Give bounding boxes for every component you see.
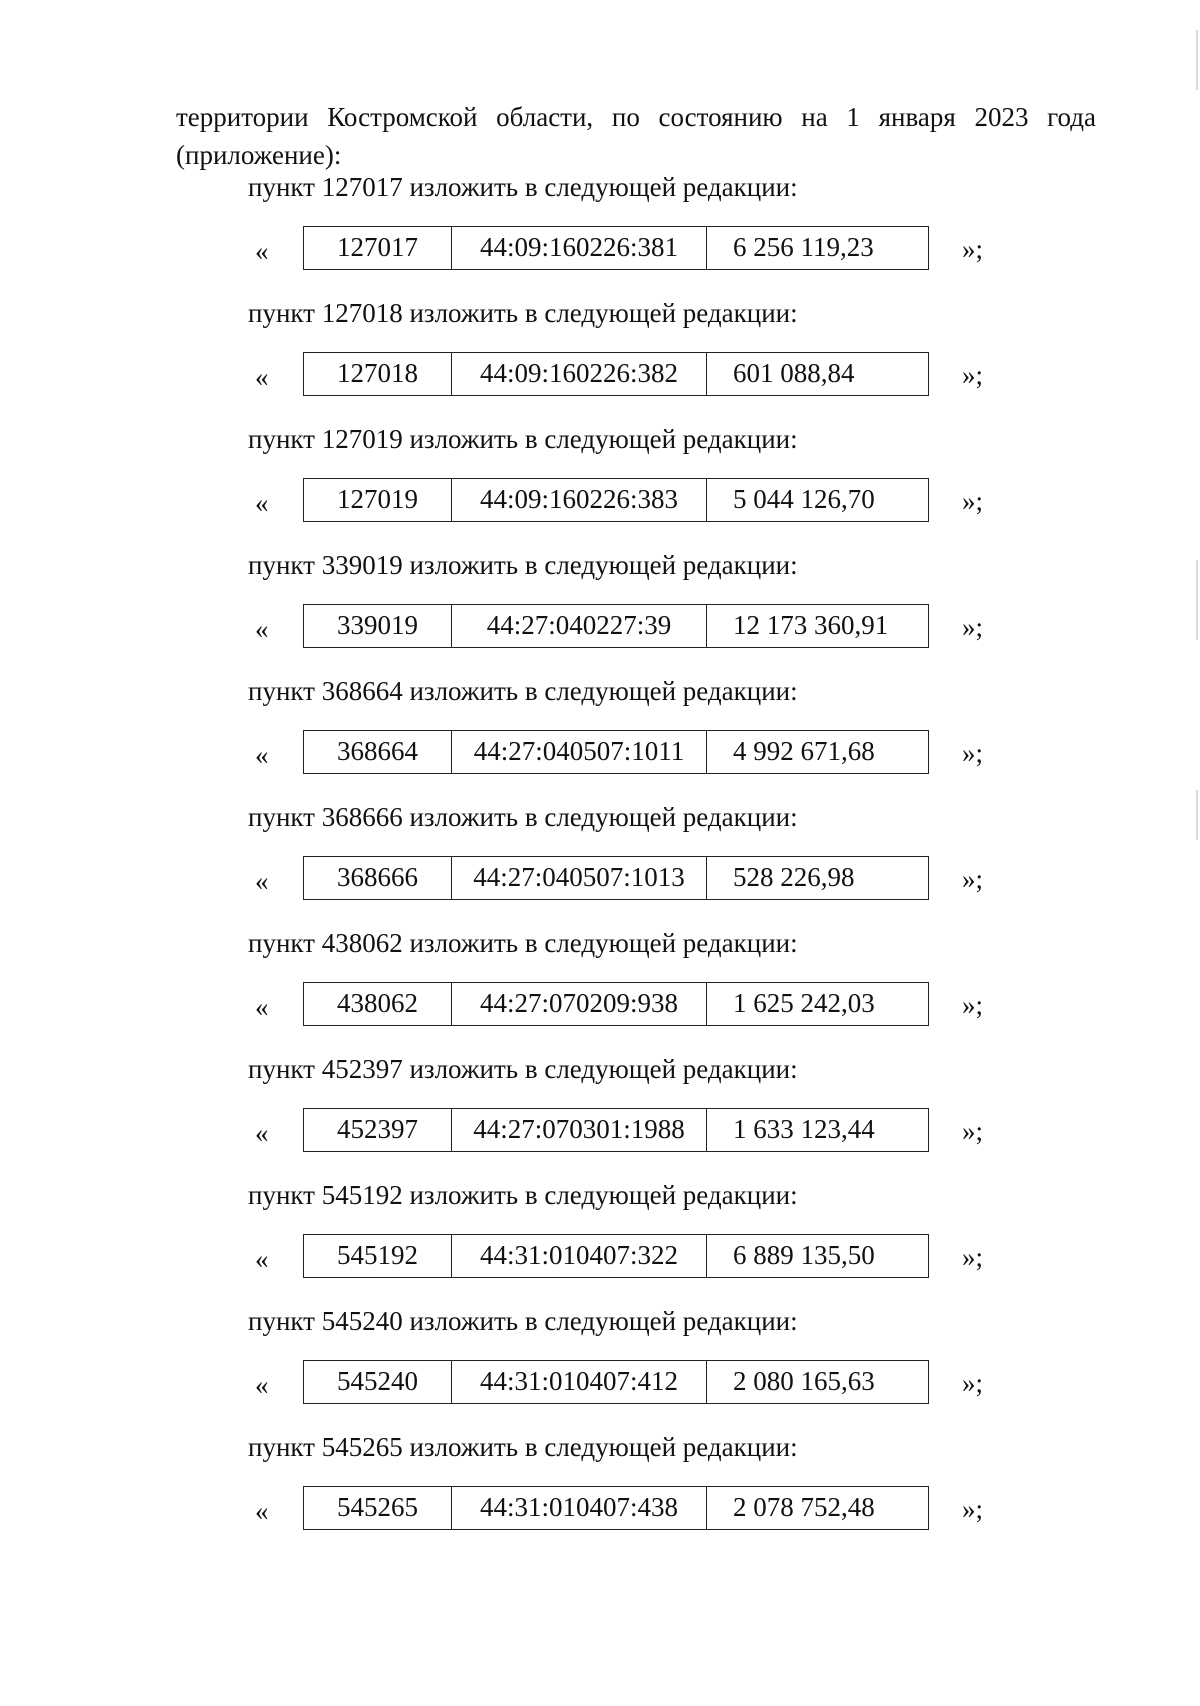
amendment-table (303, 604, 929, 648)
cadastral-number-cell: 44:31:010407:438 (452, 1487, 707, 1529)
cadastral-number-cell: 44:09:160226:383 (452, 479, 707, 521)
amendment-entry (0, 1052, 1200, 1178)
close-quote: »; (962, 1242, 984, 1272)
amendment-row (0, 226, 1200, 272)
item-number-cell: 127017 (304, 227, 452, 269)
amendment-table (303, 982, 929, 1026)
cadastral-value-cell: 6 889 135,50 (733, 1240, 875, 1270)
cadastral-number-cell: 44:27:040227:39 (452, 605, 707, 647)
intro-text-line-1: территории Костромской области, по состоянию на 1 января 2023 года (176, 102, 1096, 132)
open-quote: « (255, 488, 269, 518)
amendment-label: пункт 545265 изложить в следующей редакции: (248, 1432, 798, 1462)
item-number-cell: 127018 (304, 353, 452, 395)
close-quote: »; (962, 864, 984, 894)
amendment-entry (0, 926, 1200, 1052)
amendment-entry (0, 1304, 1200, 1430)
cadastral-number-cell: 44:27:040507:1011 (452, 731, 707, 773)
amendment-label: пункт 339019 изложить в следующей редакции: (248, 550, 798, 580)
close-quote: »; (962, 990, 984, 1020)
amendment-label: пункт 452397 изложить в следующей редакции: (248, 1054, 798, 1084)
cadastral-number-cell: 44:09:160226:382 (452, 353, 707, 395)
scan-edge-mark (1196, 790, 1198, 840)
amendment-table (303, 1108, 929, 1152)
amendment-entry (0, 422, 1200, 548)
amendment-label: пункт 368664 изложить в следующей редакции: (248, 676, 798, 706)
cadastral-value-cell: 601 088,84 (733, 358, 855, 388)
amendment-row (0, 1108, 1200, 1154)
close-quote: »; (962, 738, 984, 768)
amendment-entry (0, 1178, 1200, 1304)
amendment-row (0, 1360, 1200, 1406)
cadastral-number-cell: 44:31:010407:322 (452, 1235, 707, 1277)
cadastral-value-cell: 12 173 360,91 (733, 610, 889, 640)
amendment-entry (0, 170, 1200, 296)
open-quote: « (255, 362, 269, 392)
close-quote: »; (962, 1116, 984, 1146)
open-quote: « (255, 740, 269, 770)
amendment-row (0, 1234, 1200, 1280)
amendment-row (0, 856, 1200, 902)
amendment-label: пункт 127017 изложить в следующей редакции: (248, 172, 798, 202)
cadastral-number-cell: 44:09:160226:381 (452, 227, 707, 269)
amendment-table (303, 730, 929, 774)
open-quote: « (255, 236, 269, 266)
cadastral-value-cell: 2 078 752,48 (733, 1492, 875, 1522)
amendment-row (0, 730, 1200, 776)
amendment-label: пункт 127018 изложить в следующей редакции: (248, 298, 798, 328)
close-quote: »; (962, 486, 984, 516)
amendment-table (303, 856, 929, 900)
amendment-table (303, 1486, 929, 1530)
close-quote: »; (962, 612, 984, 642)
amendment-label: пункт 368666 изложить в следующей редакции: (248, 802, 798, 832)
amendment-row (0, 982, 1200, 1028)
cadastral-number-cell: 44:27:070301:1988 (452, 1109, 707, 1151)
open-quote: « (255, 1370, 269, 1400)
amendment-entry (0, 296, 1200, 422)
amendment-row (0, 1486, 1200, 1532)
amendment-label: пункт 545240 изложить в следующей редакции: (248, 1306, 798, 1336)
close-quote: »; (962, 1494, 984, 1524)
amendment-entry (0, 548, 1200, 674)
intro-text-line-2: (приложение): (176, 140, 342, 170)
item-number-cell: 127019 (304, 479, 452, 521)
cadastral-number-cell: 44:27:040507:1013 (452, 857, 707, 899)
cadastral-value-cell: 528 226,98 (733, 862, 855, 892)
amendment-row (0, 352, 1200, 398)
amendment-table (303, 478, 929, 522)
scan-edge-mark (1196, 30, 1198, 90)
cadastral-value-cell: 1 633 123,44 (733, 1114, 875, 1144)
item-number-cell: 339019 (304, 605, 452, 647)
cadastral-number-cell: 44:27:070209:938 (452, 983, 707, 1025)
amendment-label: пункт 438062 изложить в следующей редакции: (248, 928, 798, 958)
cadastral-number-cell: 44:31:010407:412 (452, 1361, 707, 1403)
open-quote: « (255, 614, 269, 644)
close-quote: »; (962, 234, 984, 264)
cadastral-value-cell: 1 625 242,03 (733, 988, 875, 1018)
item-number-cell: 368666 (304, 857, 452, 899)
cadastral-value-cell: 2 080 165,63 (733, 1366, 875, 1396)
cadastral-value-cell: 5 044 126,70 (733, 484, 875, 514)
amendment-row (0, 478, 1200, 524)
amendment-label: пункт 127019 изложить в следующей редакции: (248, 424, 798, 454)
amendment-entry (0, 1430, 1200, 1556)
cadastral-value-cell: 4 992 671,68 (733, 736, 875, 766)
open-quote: « (255, 1244, 269, 1274)
close-quote: »; (962, 360, 984, 390)
amendment-label: пункт 545192 изложить в следующей редакции: (248, 1180, 798, 1210)
close-quote: »; (962, 1368, 984, 1398)
item-number-cell: 368664 (304, 731, 452, 773)
scan-edge-mark (1196, 560, 1198, 640)
amendment-table (303, 1360, 929, 1404)
amendment-entry (0, 800, 1200, 926)
cadastral-value-cell: 6 256 119,23 (733, 232, 874, 262)
open-quote: « (255, 1496, 269, 1526)
amendment-row (0, 604, 1200, 650)
open-quote: « (255, 866, 269, 896)
amendment-table (303, 352, 929, 396)
item-number-cell: 545240 (304, 1361, 452, 1403)
open-quote: « (255, 992, 269, 1022)
amendment-entry (0, 674, 1200, 800)
amendment-table (303, 226, 929, 270)
open-quote: « (255, 1118, 269, 1148)
item-number-cell: 438062 (304, 983, 452, 1025)
item-number-cell: 545265 (304, 1487, 452, 1529)
amendment-table (303, 1234, 929, 1278)
item-number-cell: 452397 (304, 1109, 452, 1151)
item-number-cell: 545192 (304, 1235, 452, 1277)
